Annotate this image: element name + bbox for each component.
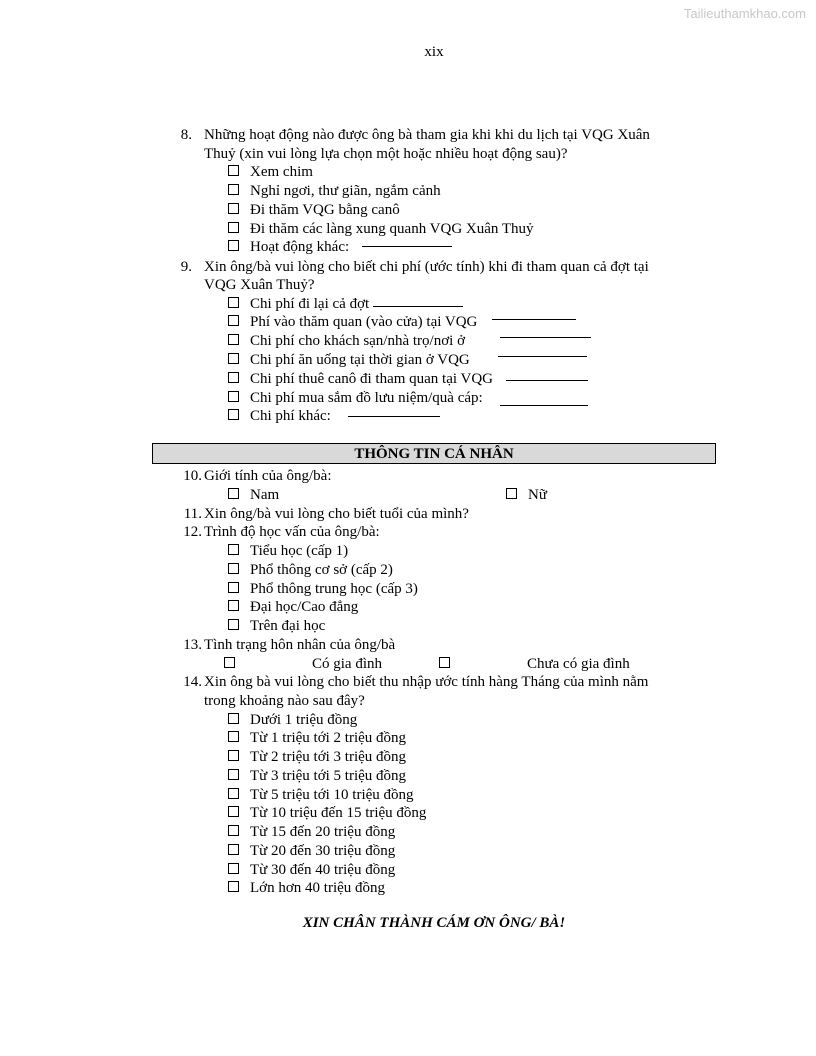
checkbox-option[interactable] — [228, 823, 395, 841]
option-label: Chi phí khác: — [250, 408, 331, 424]
option-label-married: Có gia đình — [312, 656, 382, 672]
checkbox[interactable] — [228, 881, 239, 892]
checkbox[interactable] — [228, 372, 239, 383]
option-label: Chi phí mua sắm đồ lưu niệm/quà cáp: — [250, 390, 483, 406]
option-label: Từ 10 triệu đến 15 triệu đồng — [250, 805, 427, 821]
checkbox-option[interactable] — [228, 163, 313, 181]
option-label: Phổ thông cơ sở (cấp 2) — [250, 562, 393, 578]
option-label: Từ 1 triệu tới 2 triệu đồng — [250, 730, 407, 746]
answer-line[interactable] — [492, 319, 576, 320]
checkbox[interactable] — [228, 544, 239, 555]
checkbox-option[interactable] — [228, 804, 426, 822]
question-number: 9. — [180, 259, 192, 275]
checkbox-option[interactable] — [228, 711, 357, 729]
question-text: Xin ông/bà vui lòng cho biết chi phí (ước tính) khi đi tham quan cả đợt tại — [204, 259, 649, 275]
question-text: Xin ông/bà vui lòng cho biết tuổi của mình? — [204, 506, 469, 522]
checkbox[interactable] — [439, 657, 450, 668]
option-label: Đi thăm các làng xung quanh VQG Xuân Thuỷ — [250, 221, 534, 237]
closing-thanks: XIN CHÂN THÀNH CÁM ƠN ÔNG/ BÀ! — [302, 915, 566, 931]
answer-line[interactable] — [500, 405, 588, 406]
checkbox-option[interactable] — [228, 617, 325, 635]
checkbox-option[interactable] — [228, 561, 393, 579]
option-label: Nữ — [528, 487, 547, 503]
question-text: Tình trạng hôn nhân của ông/bà — [204, 637, 396, 653]
checkbox-option[interactable] — [228, 295, 369, 313]
checkbox-option[interactable] — [228, 313, 477, 331]
answer-line[interactable] — [500, 337, 591, 338]
checkbox-option[interactable] — [228, 842, 395, 860]
checkbox-option[interactable] — [228, 389, 483, 407]
question-text: Giới tính của ông/bà: — [204, 468, 332, 484]
option-label: Phí vào thăm quan (vào cửa) tại VQG — [250, 314, 478, 330]
checkbox-married[interactable] — [224, 655, 246, 673]
checkbox-option[interactable] — [228, 598, 358, 616]
checkbox-option[interactable] — [228, 580, 418, 598]
checkbox-option[interactable] — [228, 861, 395, 879]
checkbox[interactable] — [228, 600, 239, 611]
checkbox-option[interactable] — [228, 370, 493, 388]
answer-line[interactable] — [498, 356, 587, 357]
answer-line[interactable] — [373, 306, 463, 307]
checkbox-option-male[interactable] — [228, 486, 279, 504]
question-text: VQG Xuân Thuỷ? — [204, 277, 315, 293]
option-label: Từ 3 triệu tới 5 triệu đồng — [250, 768, 407, 784]
checkbox-option[interactable] — [228, 201, 400, 219]
answer-line[interactable] — [348, 416, 440, 417]
checkbox[interactable] — [228, 203, 239, 214]
question-text: Xin ông bà vui lòng cho biết thu nhập ước tính hàng Tháng của mình nằm — [204, 674, 649, 690]
checkbox-option[interactable] — [228, 220, 534, 238]
checkbox[interactable] — [228, 353, 239, 364]
checkbox[interactable] — [228, 488, 239, 499]
option-label: Xem chim — [250, 164, 313, 180]
checkbox[interactable] — [228, 769, 239, 780]
answer-line[interactable] — [362, 246, 452, 247]
question-text: Những hoạt động nào được ông bà tham gia khi khi du lịch tại VQG Xuân — [204, 127, 650, 143]
checkbox[interactable] — [228, 315, 239, 326]
option-label: Nghỉ ngơi, thư giãn, ngắm cảnh — [250, 183, 441, 199]
option-label: Từ 20 đến 30 triệu đồng — [250, 843, 396, 859]
checkbox-single[interactable] — [439, 655, 461, 673]
checkbox[interactable] — [228, 222, 239, 233]
question-text: trong khoảng nào sau đây? — [204, 693, 365, 709]
option-label: Chi phí cho khách sạn/nhà trọ/nơi ở — [250, 333, 465, 349]
question-text: Thuỷ (xin vui lòng lựa chọn một hoặc nhiều hoạt động sau)? — [204, 146, 568, 162]
checkbox-option-female[interactable] — [506, 486, 547, 504]
checkbox[interactable] — [228, 165, 239, 176]
checkbox[interactable] — [228, 806, 239, 817]
checkbox-option[interactable] — [228, 879, 385, 897]
checkbox[interactable] — [228, 563, 239, 574]
checkbox-option[interactable] — [228, 407, 331, 425]
checkbox[interactable] — [228, 863, 239, 874]
checkbox[interactable] — [228, 391, 239, 402]
option-label: Từ 30 đến 40 triệu đồng — [250, 862, 396, 878]
option-label: Chi phí thuê canô đi tham quan tại VQG — [250, 371, 494, 387]
checkbox[interactable] — [228, 240, 239, 251]
question-number: 8. — [180, 127, 192, 143]
checkbox-option[interactable] — [228, 767, 406, 785]
checkbox[interactable] — [506, 488, 517, 499]
option-label: Tiểu học (cấp 1) — [250, 543, 349, 559]
checkbox[interactable] — [224, 657, 235, 668]
checkbox-option[interactable] — [228, 238, 349, 256]
checkbox-option[interactable] — [228, 786, 414, 804]
option-label: Trên đại học — [250, 618, 326, 634]
checkbox[interactable] — [228, 825, 239, 836]
checkbox-option[interactable] — [228, 748, 406, 766]
option-label: Đi thăm VQG bằng canô — [250, 202, 400, 218]
option-label: Đại học/Cao đẳng — [250, 599, 359, 615]
page-number: xix — [424, 44, 444, 60]
checkbox-option[interactable] — [228, 729, 406, 747]
question-number: 10. — [183, 468, 202, 484]
option-label: Nam — [250, 487, 280, 503]
answer-line[interactable] — [506, 380, 588, 381]
checkbox[interactable] — [228, 582, 239, 593]
section-header-personal-info: THÔNG TIN CÁ NHÂN — [152, 443, 716, 464]
option-label-single: Chưa có gia đình — [527, 656, 630, 672]
checkbox[interactable] — [228, 184, 239, 195]
question-text: Trình độ học vấn của ông/bà: — [204, 524, 380, 540]
checkbox[interactable] — [228, 297, 239, 308]
option-label: Dưới 1 triệu đồng — [250, 712, 358, 728]
option-label: Từ 2 triệu tới 3 triệu đồng — [250, 749, 407, 765]
checkbox[interactable] — [228, 731, 239, 742]
option-label: Chi phí đi lại cả đợt — [250, 296, 370, 312]
checkbox[interactable] — [228, 713, 239, 724]
checkbox[interactable] — [228, 844, 239, 855]
checkbox[interactable] — [228, 334, 239, 345]
question-number: 14. — [183, 674, 202, 690]
question-number: 11. — [183, 506, 202, 522]
checkbox-option[interactable] — [228, 332, 465, 350]
option-label: Chi phí ăn uống tại thời gian ở VQG — [250, 352, 470, 368]
option-label: Từ 5 triệu tới 10 triệu đồng — [250, 787, 414, 803]
option-label: Phổ thông trung học (cấp 3) — [250, 581, 418, 597]
option-label: Lớn hơn 40 triệu đồng — [250, 880, 386, 896]
option-label: Từ 15 đến 20 triệu đồng — [250, 824, 396, 840]
watermark: Tailieuthamkhao.com — [683, 6, 806, 21]
checkbox-option[interactable] — [228, 542, 348, 560]
checkbox-option[interactable] — [228, 351, 470, 369]
question-number: 12. — [183, 524, 202, 540]
checkbox[interactable] — [228, 750, 239, 761]
checkbox[interactable] — [228, 409, 239, 420]
checkbox[interactable] — [228, 788, 239, 799]
question-number: 13. — [183, 637, 202, 653]
checkbox-option[interactable] — [228, 182, 441, 200]
option-label: Hoạt động khác: — [250, 239, 350, 255]
checkbox[interactable] — [228, 619, 239, 630]
